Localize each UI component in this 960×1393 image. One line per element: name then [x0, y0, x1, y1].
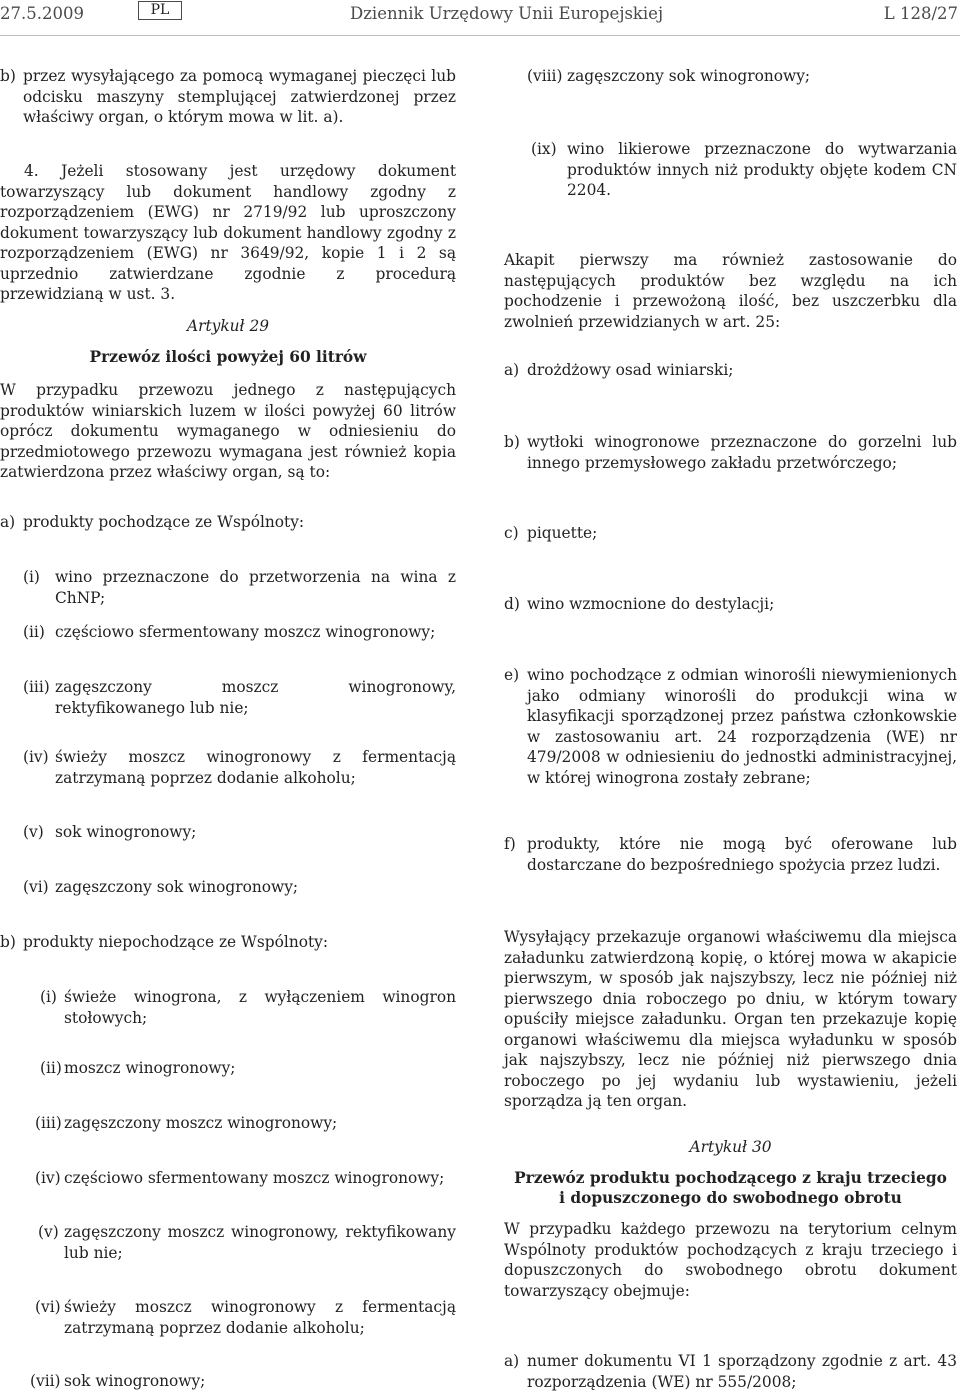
list-subitem [40, 1058, 456, 1079]
list-item [504, 1351, 957, 1392]
list-subitem [35, 1168, 456, 1189]
subitem-label: (v) [23, 823, 44, 841]
subitem-text: świeży moszcz winogronowy z fermentacją zatrzymaną poprzez dodanie alkoholu; [55, 748, 456, 787]
subitem-label: (ii) [23, 623, 45, 641]
subitem-label: (ii) [40, 1059, 62, 1077]
item-label: b) [0, 67, 16, 85]
list-item [504, 360, 957, 381]
subitem-text: świeże winogrona, z wyłączeniem winogron stołowych; [64, 988, 456, 1027]
item-label: a) [0, 513, 16, 531]
list-subitem [23, 822, 456, 843]
subitem-label: (viii) [527, 67, 563, 85]
subitem-text: częściowo sfermentowany moszcz winogronowy; [64, 1169, 445, 1187]
list-subitem [30, 1371, 456, 1392]
list-item [504, 665, 957, 788]
list-subitem [23, 747, 456, 788]
subitem-text: wino likierowe przeznaczone do wytwarzania produktów innych niż produkty objęte kodem CN 2204. [567, 140, 957, 199]
item-label: f) [504, 835, 516, 853]
item-label: a) [504, 361, 520, 379]
subitem-text: zagęszczony moszcz winogronowy, rektyfikowany lub nie; [64, 1223, 456, 1262]
subitem-text: świeży moszcz winogronowy z fermentacją zatrzymaną poprzez dodanie alkoholu; [64, 1298, 456, 1337]
item-text: numer dokumentu VI 1 sporządzony zgodnie z art. 43 rozporządzenia (WE) nr 555/2008; [527, 1352, 957, 1391]
header-page-number: L 128/27 [883, 4, 958, 23]
akapit-paragraph: Akapit pierwszy ma również zastosowanie do następujących produktów bez względu na ich pochodzenie i przewożoną ilość, bez uszczerbku dla zwolnień przewidzianych w art. 25: [504, 251, 957, 331]
header-date: 27.5.2009 [0, 4, 84, 23]
item-text: produkty pochodzące ze Wspólnoty: [23, 513, 305, 531]
list-subitem [35, 1113, 456, 1134]
subitem-label: (vi) [23, 878, 49, 896]
item-label: d) [504, 595, 520, 613]
subitem-label: (ix) [531, 140, 557, 158]
header-rule [0, 35, 960, 36]
subitem-label: (i) [23, 568, 40, 586]
list-subitem [531, 139, 957, 201]
item-text: drożdżowy osad winiarski; [527, 361, 734, 379]
item-text: wytłoki winogronowe przeznaczone do gorzelni lub innego przemysłowego zakładu przetwórczego; [527, 433, 957, 472]
item-text: wino wzmocnione do destylacji; [527, 595, 775, 613]
article-30-number: Artykuł 30 [689, 1138, 772, 1156]
subitem-label: (v) [38, 1223, 59, 1241]
list-subitem [38, 1222, 456, 1263]
header-journal-title: Dziennik Urzędowy Unii Europejskiej [350, 4, 664, 23]
article-29-title: Przewóz ilości powyżej 60 litrów [89, 348, 367, 366]
item-label: b) [504, 433, 520, 451]
item-text: przez wysyłającego za pomocą wymaganej pieczęci lub odcisku maszyny stemplującej zatwierdzonej przez właściwy organ, o którym mowa w lit. a). [23, 67, 456, 126]
subitem-label: (iv) [35, 1169, 61, 1187]
item-label: c) [504, 524, 519, 542]
subitem-label: (i) [40, 988, 57, 1006]
paragraph-4: 4. Jeżeli stosowany jest urzędowy dokument towarzyszący lub dokument handlowy zgodny z rozporządzeniem (EWG) nr 2719/92 lub uproszczony dokument towarzyszący lub dokument handlowy zgodny z rozporządzeniem (EWG) nr 3649/92, kopie 1 i 2 są uprzednio zatwierdzane zgodnie z procedurą przewidzianą w ust. 3. [0, 162, 456, 303]
list-item [504, 432, 957, 473]
list-subitem [23, 877, 456, 898]
subitem-text: wino przeznaczone do przetworzenia na wina z ChNP; [55, 568, 456, 607]
subitem-label: (iii) [35, 1114, 62, 1132]
item-label: b) [0, 933, 16, 951]
wysylajacy-paragraph: Wysyłający przekazuje organowi właściwemu dla miejsca załadunku zatwierdzoną kopię, o której mowa w akapicie pierwszym, w sposób jak najszybszy, lecz nie później niż pierwszego dnia roboczego po dniu, w którym towary opuściły miejsce załadunku. Organ ten przekazuje kopię organowi właściwemu dla miejsca wyładunku w sposób jak najszybszy, lecz nie później niż pierwszego dnia roboczego po jej wydaniu lub wystawieniu, jeżeli sporządza ją ten organ. [504, 928, 957, 1110]
article-29-number: Artykuł 29 [186, 317, 270, 335]
item-text: wino pochodzące z odmian winorośli niewymienionych jako odmiany winorośli do produkcji wina w klasyfikacji sporządzonej przez państwa członkowskie w zastosowaniu art. 24 rozporządzenia (WE) nr 479/2008 w odniesieniu do jednostki administracyjnej, w której winogrona zostały zebrane; [527, 666, 957, 787]
list-subitem [23, 677, 456, 718]
subitem-text: zagęszczony moszcz winogronowy, rektyfikowanego lub nie; [55, 678, 456, 717]
list-item [504, 834, 957, 875]
list-subitem [23, 622, 456, 643]
item-label: e) [504, 666, 520, 684]
article-30-intro: W przypadku każdego przewozu na terytorium celnym Wspólnoty produktów pochodzących z kraju trzeciego i dopuszczonych do swobodnego obrotu dokument towarzyszący obejmuje: [504, 1220, 957, 1300]
item-label: a) [504, 1352, 520, 1370]
article-30-title-line2: i dopuszczonego do swobodnego obrotu [559, 1189, 902, 1207]
list-subitem [35, 1297, 456, 1338]
subitem-text: częściowo sfermentowany moszcz winogronowy; [55, 623, 436, 641]
list-subitem [40, 987, 456, 1028]
list-item-b [0, 932, 456, 953]
list-subitem [527, 66, 957, 87]
list-item [504, 594, 957, 615]
item-text: produkty, które nie mogą być oferowane lub dostarczane do bezpośredniego spożycia przez ludzi. [527, 835, 957, 874]
article-30-title-line1: Przewóz produktu pochodzącego z kraju trzeciego [514, 1169, 947, 1187]
subitem-text: zagęszczony sok winogronowy; [55, 878, 299, 896]
item-text: piquette; [527, 524, 598, 542]
subitem-label: (vi) [35, 1298, 61, 1316]
subitem-text: zagęszczony moszcz winogronowy; [64, 1114, 338, 1132]
list-item-a [0, 512, 456, 533]
list-item [504, 523, 957, 544]
subitem-text: zagęszczony sok winogronowy; [567, 67, 811, 85]
list-item [0, 66, 456, 128]
subitem-text: sok winogronowy; [64, 1372, 206, 1390]
article-29-intro: W przypadku przewozu jednego z następujących produktów winiarskich luzem w ilości powyżej 60 litrów oprócz dokumentu wymaganego w odniesieniu do przedmiotowego przewozu wymagana jest również kopia zatwierdzona przez właściwy organ, są to: [0, 381, 456, 481]
subitem-text: moszcz winogronowy; [64, 1059, 236, 1077]
subitem-text: sok winogronowy; [55, 823, 197, 841]
subitem-label: (iv) [23, 748, 49, 766]
list-subitem [23, 567, 456, 608]
item-text: produkty niepochodzące ze Wspólnoty: [23, 933, 329, 951]
header-language-box: PL [138, 1, 182, 20]
subitem-label: (iii) [23, 678, 50, 696]
subitem-label: (vii) [30, 1372, 61, 1390]
